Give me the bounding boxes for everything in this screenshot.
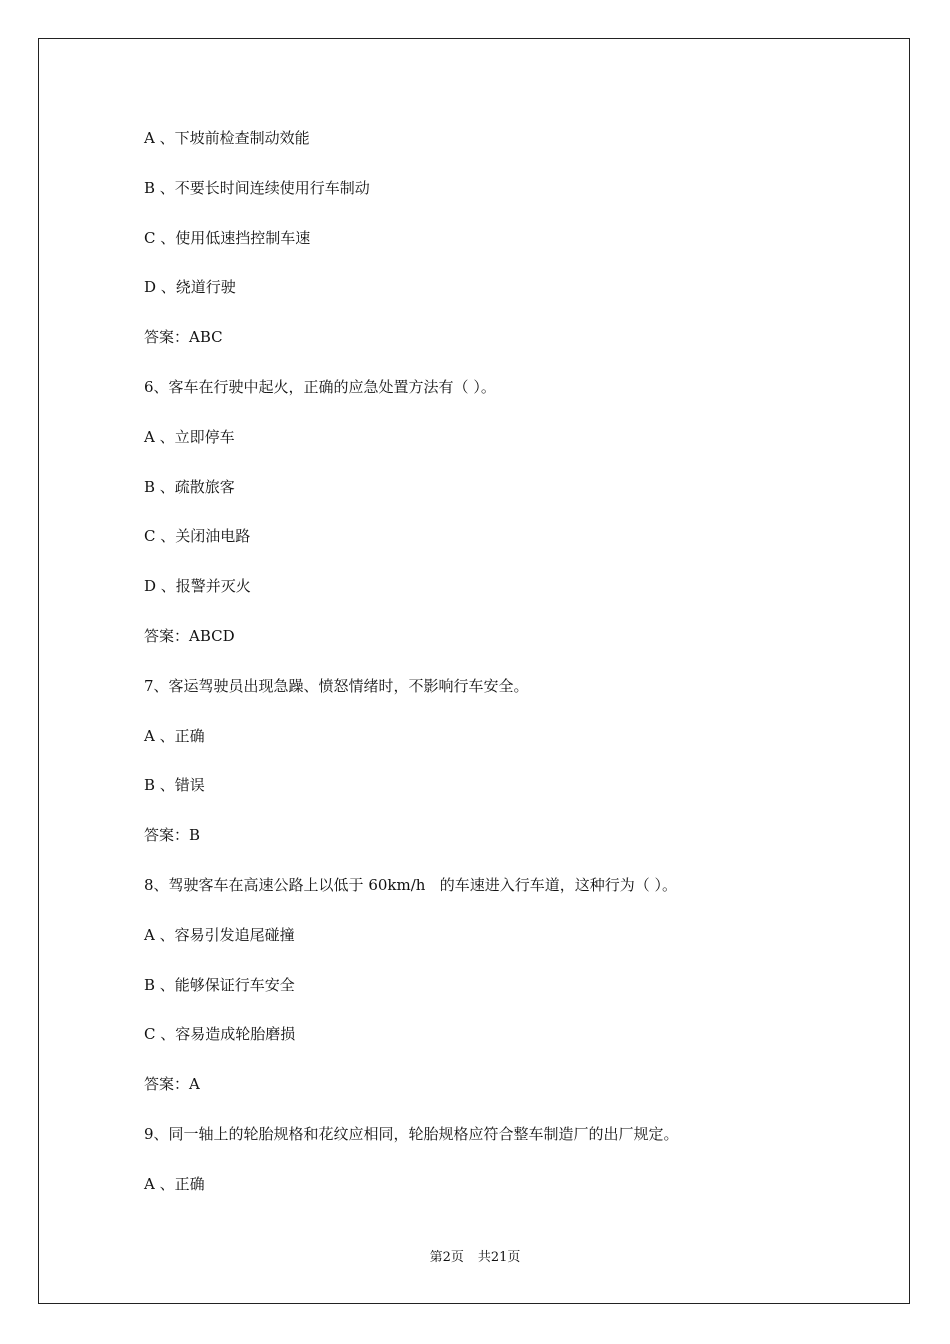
option-line: A 、正确 bbox=[144, 1174, 205, 1193]
option-line: D 、绕道行驶 bbox=[144, 278, 236, 297]
option-line: A 、正确 bbox=[144, 726, 205, 745]
option-line: B 、错误 bbox=[144, 776, 205, 795]
option-line: D 、报警并灭火 bbox=[144, 577, 251, 596]
question-line: 7、客运驾驶员出现急躁、愤怒情绪时，不影响行车安全。 bbox=[144, 676, 529, 695]
page-footer bbox=[0, 1248, 950, 1268]
option-line: C 、关闭油电路 bbox=[144, 527, 251, 546]
option-line: A 、容易引发追尾碰撞 bbox=[144, 925, 295, 944]
answer-line: 答案：B bbox=[144, 826, 201, 845]
option-line: B 、能够保证行车安全 bbox=[144, 975, 295, 994]
option-line: C 、使用低速挡控制车速 bbox=[144, 228, 311, 247]
question-line: 6、客车在行驶中起火，正确的应急处置方法有（ ）。 bbox=[144, 377, 496, 396]
answer-line: 答案：ABC bbox=[144, 328, 223, 347]
page-total: 共21页 bbox=[477, 1250, 521, 1265]
answer-line: 答案：ABCD bbox=[144, 626, 235, 645]
option-line: A 、下坡前检查制动效能 bbox=[144, 129, 310, 147]
option-line: B 、疏散旅客 bbox=[144, 477, 235, 496]
answer-line: 答案：A bbox=[144, 1075, 200, 1094]
question-line: 8、驾驶客车在高速公路上以低于 60km/h 的车速进入行车道，这种行为（ ）。 bbox=[144, 875, 678, 894]
question-line: 9、同一轴上的轮胎规格和花纹应相同，轮胎规格应符合整车制造厂的出厂规定。 bbox=[144, 1124, 679, 1143]
document-body bbox=[144, 124, 884, 1220]
page-number: 第2页 bbox=[429, 1250, 464, 1265]
option-line: B 、不要长时间连续使用行车制动 bbox=[144, 178, 370, 197]
option-line: C 、容易造成轮胎磨损 bbox=[144, 1025, 296, 1044]
option-line: A 、立即停车 bbox=[144, 427, 235, 446]
